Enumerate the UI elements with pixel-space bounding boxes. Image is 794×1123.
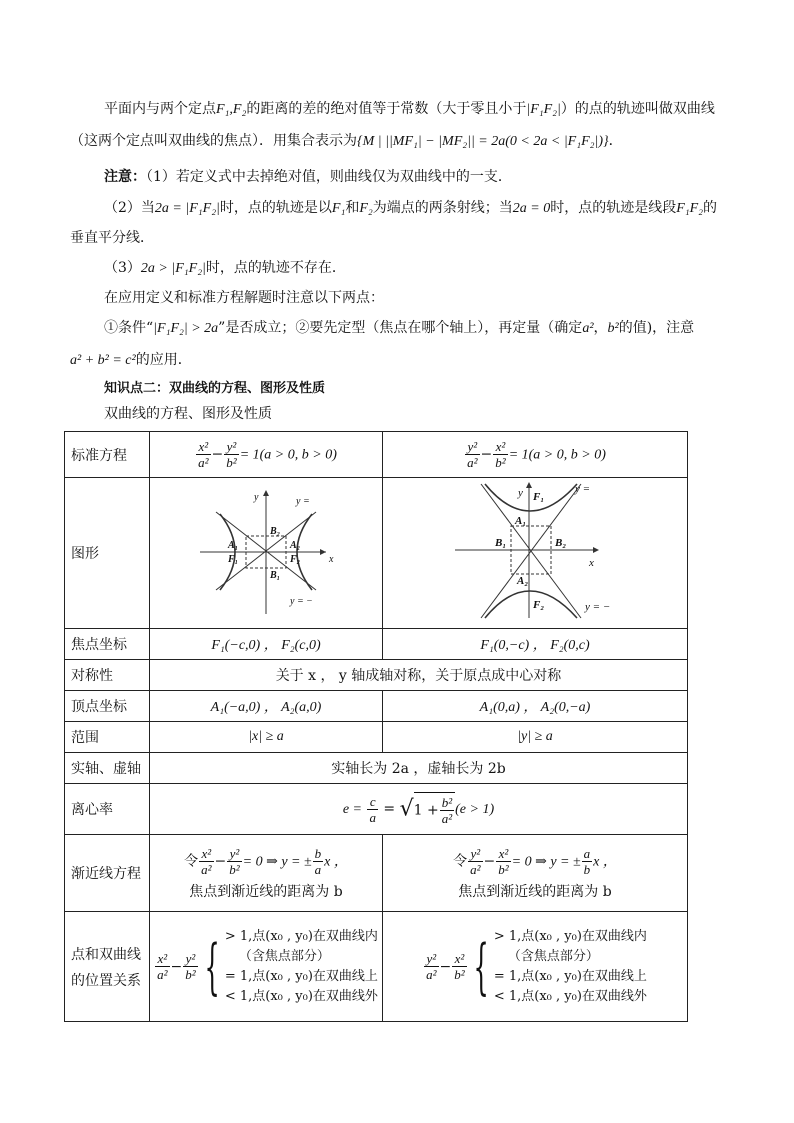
t: x² bbox=[493, 439, 507, 455]
asymptote-left bbox=[150, 835, 383, 912]
t: 的 bbox=[703, 200, 718, 216]
label-asym-top: y = bbox=[296, 496, 310, 507]
label-B2: B₂ bbox=[270, 526, 281, 537]
label-A1: A₁ bbox=[228, 540, 239, 551]
cases bbox=[225, 927, 378, 1007]
note-3 bbox=[104, 258, 346, 279]
t: (e > 1) bbox=[455, 802, 495, 817]
t: x² bbox=[199, 846, 213, 862]
frac bbox=[440, 795, 454, 826]
frac bbox=[313, 846, 324, 877]
section-subheading: 双曲线的方程、图形及性质 bbox=[104, 406, 272, 422]
row-label: 标准方程 bbox=[65, 432, 150, 478]
position-left: $\frac{\text{x²}}{\text{a²}}$ − $\frac{\text{y²}}{\text{b²}}$ { > 1,点(x₀ , y₀)在双曲线内 （含焦点部分） = 1,点(x₀ , y₀)在双曲线上 < 1,点(x₀ , y₀)在双曲线外 bbox=[150, 912, 383, 1022]
text: 平面内与两个定点 bbox=[104, 101, 216, 117]
t: y² bbox=[468, 846, 482, 862]
properties-table bbox=[64, 431, 688, 1022]
t: y² bbox=[227, 846, 241, 862]
m: F₁ bbox=[331, 201, 346, 216]
m: 2a = |F₁F₂| bbox=[154, 201, 220, 216]
frac bbox=[496, 846, 510, 877]
label-asym-top: y = bbox=[575, 483, 591, 495]
m: |F₁F₂| > 2a bbox=[153, 321, 219, 336]
frac bbox=[493, 439, 507, 470]
t: （2）当 bbox=[104, 200, 155, 216]
t: > 1,点(x₀ , y₀)在双曲线内 bbox=[224, 928, 378, 944]
t: 时，点的轨迹是以 bbox=[219, 200, 332, 216]
branch-bottom bbox=[485, 591, 577, 618]
t: a bbox=[314, 861, 322, 877]
label-asym-bot: y = − bbox=[585, 601, 611, 613]
label-A2: A₂ bbox=[290, 540, 301, 551]
position-right: $\frac{\text{y²}}{\text{a²}}$ − $\frac{\text{x²}}{\text{b²}}$ { > 1,点(x₀ , y₀)在双曲线内 （含焦点部分） = 1,点(x₀ , y₀)在双曲线上 < 1,点(x₀ , y₀)在双曲线外 bbox=[383, 912, 688, 1022]
foci-right: F₁(0,−c) ， F₂(0,c) bbox=[383, 629, 688, 660]
frac bbox=[183, 951, 197, 982]
t: = 1,点(x₀ , y₀)在双曲线上 bbox=[224, 968, 378, 984]
intro-line-1 bbox=[104, 99, 715, 120]
t: 令 bbox=[453, 853, 468, 869]
range-left: |x| ≥ a bbox=[150, 722, 383, 753]
note-6 bbox=[70, 350, 192, 371]
table-row bbox=[65, 753, 688, 784]
label-B1: B₁ bbox=[495, 537, 507, 549]
row-label: 渐近线方程 bbox=[65, 835, 150, 912]
m: 2a = 0 bbox=[512, 201, 551, 216]
t: a² bbox=[426, 967, 437, 982]
t: b² bbox=[454, 967, 465, 982]
t: y² bbox=[183, 951, 197, 967]
x-arrow bbox=[320, 549, 326, 555]
t: a² bbox=[470, 861, 481, 877]
m: 2a > |F₁F₂| bbox=[140, 261, 206, 276]
t: x² bbox=[155, 951, 169, 967]
section-heading: 知识点二：双曲线的方程、图形及性质 bbox=[104, 381, 326, 396]
t: a² bbox=[157, 967, 168, 982]
t: = 0 ⇒ y = ± bbox=[511, 854, 581, 869]
frac bbox=[465, 439, 479, 470]
hyperbola-figure-right bbox=[385, 478, 685, 624]
t: b² bbox=[495, 455, 506, 470]
label-B2: B₂ bbox=[555, 537, 567, 549]
row-label: 范围 bbox=[65, 722, 150, 753]
label-F1: F₁ bbox=[533, 491, 545, 503]
t: e = bbox=[342, 802, 363, 817]
m: b² bbox=[607, 321, 619, 336]
table-row bbox=[65, 912, 688, 1022]
frac bbox=[468, 846, 482, 877]
t: ①条件“ bbox=[104, 320, 154, 336]
t: 和 bbox=[345, 200, 360, 216]
t: x ， bbox=[324, 854, 348, 869]
label-y: y bbox=[518, 487, 523, 499]
t: = 1(a > 0, b > 0) bbox=[239, 447, 337, 463]
t: a² bbox=[198, 455, 209, 470]
vertex-right: A₁(0,a) ， A₂(0,−a) bbox=[383, 691, 688, 722]
frac bbox=[582, 846, 593, 877]
m: a² bbox=[582, 321, 594, 336]
t: b² bbox=[185, 967, 196, 982]
x-arrow bbox=[593, 547, 599, 553]
t: ”是否成立；②要先定型（焦点在哪个轴上），再定量（确定 bbox=[218, 320, 583, 336]
t: a bbox=[369, 809, 376, 825]
label-F2: F₂ bbox=[533, 599, 545, 611]
note-4: 在应用定义和标准方程解题时注意以下两点： bbox=[104, 290, 384, 306]
frac bbox=[155, 951, 169, 982]
axes-length: 实轴长为 2a ，虚轴长为 2b bbox=[150, 753, 688, 784]
t: b² bbox=[226, 455, 237, 470]
t: b bbox=[314, 845, 322, 861]
m: F₂ bbox=[359, 201, 373, 216]
t: x² bbox=[452, 951, 466, 967]
m: F₁F₂ bbox=[676, 201, 704, 216]
intro-line-2: （这两个定点叫双曲线的焦点）．用集合表示为{M | ||MF₁| − |MF₂|| = 2a(0 < 2a < |F₁F₂|)}． bbox=[70, 133, 623, 149]
row-label bbox=[65, 912, 150, 1022]
frac bbox=[367, 794, 378, 825]
frac bbox=[199, 846, 213, 877]
m: a² + b² = c² bbox=[70, 353, 136, 368]
text: （1）若定义式中去掉绝对值，则曲线仅为双曲线中的一支． bbox=[146, 169, 512, 185]
math: |F₁F₂| bbox=[526, 102, 561, 117]
row-label: 图形 bbox=[65, 478, 150, 629]
t: b² bbox=[441, 795, 453, 810]
label-B1: B₁ bbox=[270, 570, 281, 581]
foci-left: F₁(−c,0) ， F₂(c,0) bbox=[150, 629, 383, 660]
t: （3） bbox=[104, 260, 141, 276]
row-label: 焦点坐标 bbox=[65, 629, 150, 660]
set-expression: {M | ||MF₁| − |MF₂|| = 2a(0 < 2a < |F₁F₂|)} bbox=[357, 134, 609, 149]
text: （这两个定点叫双曲线的焦点）．用集合表示为 bbox=[70, 133, 357, 149]
t: = 1(a > 0, b > 0) bbox=[508, 447, 606, 463]
t: 时，点的轨迹是线段 bbox=[550, 200, 677, 216]
t: < 1,点(x₀ , y₀)在双曲线外 bbox=[493, 988, 647, 1004]
note-5 bbox=[104, 318, 694, 339]
t: ， bbox=[593, 320, 608, 336]
t: b bbox=[583, 861, 591, 877]
graph-vertical-hyperbola bbox=[383, 478, 688, 629]
t: > 1,点(x₀ , y₀)在双曲线内 bbox=[493, 928, 647, 944]
y-arrow bbox=[263, 490, 269, 496]
eccentricity: e = $\frac{c}{a}$ = √1 + $\frac{\text{b²}}{\text{a²}}$ (e > 1) bbox=[150, 784, 688, 835]
text: 的距离的差的绝对值等于常数（大于零且小于 bbox=[246, 101, 527, 117]
frac bbox=[424, 951, 438, 982]
label-A2: A₂ bbox=[517, 575, 529, 587]
t: c bbox=[367, 794, 378, 810]
t: x ， bbox=[593, 854, 617, 869]
row-label: 顶点坐标 bbox=[65, 691, 150, 722]
t: y² bbox=[465, 439, 479, 455]
table-row bbox=[65, 432, 688, 478]
table-row bbox=[65, 478, 688, 629]
t: b² bbox=[498, 861, 509, 877]
t: − bbox=[483, 853, 496, 869]
asymptote-right bbox=[383, 835, 688, 912]
t: y² bbox=[224, 439, 238, 455]
label-x: x bbox=[329, 554, 334, 565]
branch-top bbox=[485, 484, 577, 511]
t: 1 + bbox=[413, 802, 439, 819]
label-x: x bbox=[589, 557, 594, 569]
t: − bbox=[439, 958, 452, 975]
hyperbola-figure-left bbox=[150, 478, 382, 624]
t: − bbox=[480, 446, 493, 463]
symmetry: 关于 x ， y 轴成轴对称，关于原点成中心对称 bbox=[150, 660, 688, 691]
table-row bbox=[65, 722, 688, 753]
label-F2: F₂ bbox=[290, 554, 301, 565]
label-y: y bbox=[254, 492, 259, 503]
label-A1: A₁ bbox=[515, 515, 527, 527]
t: 令 bbox=[184, 853, 199, 869]
t: = 0 ⇒ y = ± bbox=[242, 854, 312, 869]
frac bbox=[196, 439, 210, 470]
table-row bbox=[65, 784, 688, 835]
table-row bbox=[65, 629, 688, 660]
t: y² bbox=[424, 951, 438, 967]
std-eq-right bbox=[383, 432, 688, 478]
y-arrow bbox=[526, 482, 532, 488]
t: 的值)，注意 bbox=[618, 320, 695, 336]
math: F₁,F₂ bbox=[216, 102, 247, 117]
t: < 1,点(x₀ , y₀)在双曲线外 bbox=[224, 988, 378, 1004]
t: （含焦点部分） bbox=[507, 948, 599, 964]
note-2 bbox=[104, 198, 717, 219]
t: x² bbox=[496, 846, 510, 862]
note-2-cont: 垂直平分线． bbox=[70, 230, 154, 246]
frac bbox=[224, 439, 238, 470]
t: a² bbox=[201, 861, 212, 877]
focus-distance-right: 焦点到渐近线的距离为 b bbox=[458, 883, 612, 900]
t: 时，点的轨迹不存在． bbox=[205, 260, 346, 276]
frac bbox=[452, 951, 466, 982]
t: 点和双曲线 bbox=[71, 946, 141, 963]
table-row bbox=[65, 660, 688, 691]
t: 为端点的两条射线；当 bbox=[372, 200, 513, 216]
label-F1: F₁ bbox=[228, 554, 239, 565]
t: a² bbox=[441, 811, 453, 826]
focus-distance-left: 焦点到渐近线的距离为 b bbox=[189, 883, 343, 900]
range-right: |y| ≥ a bbox=[383, 722, 688, 753]
t: a² bbox=[467, 455, 478, 470]
t: 的应用． bbox=[135, 352, 192, 368]
t: a bbox=[583, 845, 591, 861]
row-label: 离心率 bbox=[65, 784, 150, 835]
table-row bbox=[65, 835, 688, 912]
t: （含焦点部分） bbox=[238, 948, 330, 964]
t: − bbox=[211, 446, 224, 463]
std-eq-left bbox=[150, 432, 383, 478]
cases bbox=[494, 927, 647, 1007]
note-title: 注意： bbox=[104, 169, 146, 185]
row-label: 对称性 bbox=[65, 660, 150, 691]
text: ）的点的轨迹叫做双曲线 bbox=[560, 101, 715, 117]
graph-horizontal-hyperbola bbox=[150, 478, 383, 629]
t: − bbox=[170, 958, 183, 975]
label-asym-bot: y = − bbox=[290, 596, 313, 607]
vertex-left: A₁(−a,0) ， A₂(a,0) bbox=[150, 691, 383, 722]
t: 的位置关系 bbox=[71, 972, 141, 989]
t: b² bbox=[229, 861, 240, 877]
t: x² bbox=[196, 439, 210, 455]
row-label: 实轴、虚轴 bbox=[65, 753, 150, 784]
table-row bbox=[65, 691, 688, 722]
t: = 1,点(x₀ , y₀)在双曲线上 bbox=[493, 968, 647, 984]
note-1 bbox=[104, 167, 512, 187]
frac bbox=[227, 846, 241, 877]
t: − bbox=[214, 853, 227, 869]
